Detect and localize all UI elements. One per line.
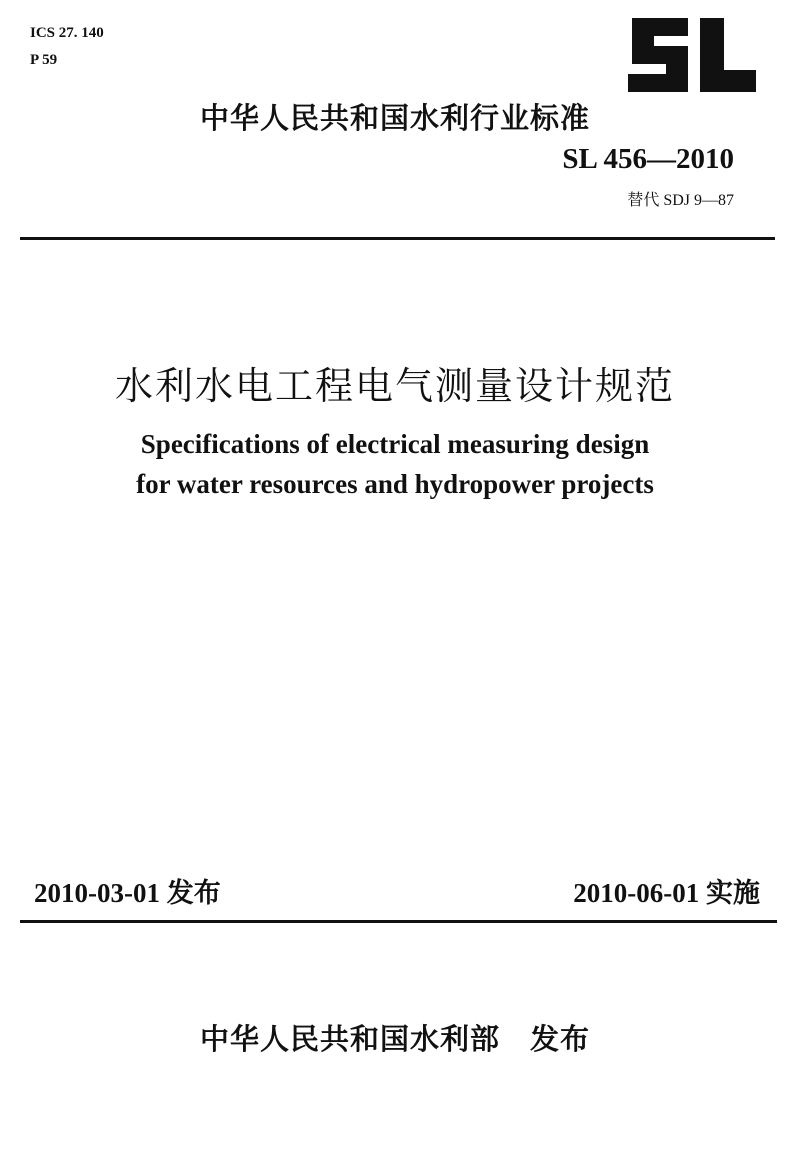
bottom-divider bbox=[20, 920, 777, 923]
top-divider bbox=[20, 237, 775, 240]
document-title-chinese: 水利水电工程电气测量设计规范 bbox=[114, 364, 675, 408]
classification-codes bbox=[30, 20, 104, 74]
ics-code: ICS 27. 140 bbox=[30, 25, 104, 41]
title-english-line-2: for water resources and hydropower projects bbox=[136, 469, 654, 499]
publisher-line bbox=[0, 1017, 790, 1058]
publisher-name: 中华人民共和国水利部 bbox=[199, 1022, 500, 1056]
effective-date: 2010-06-01 实施 bbox=[573, 878, 760, 908]
ccs-code: P 59 bbox=[30, 52, 58, 68]
standard-replaces: 替代 SDJ 9—87 bbox=[627, 192, 734, 209]
org-title: 中华人民共和国水利行业标准 bbox=[199, 101, 590, 135]
standard-number: SL 456—2010 bbox=[562, 143, 734, 175]
issue-date: 2010-03-01 发布 bbox=[34, 878, 221, 908]
sl-logo bbox=[624, 14, 758, 96]
title-english-line-1: Specifications of electrical measuring design bbox=[140, 429, 650, 459]
document-title-english bbox=[0, 424, 790, 504]
publisher-action: 发布 bbox=[530, 1022, 591, 1056]
